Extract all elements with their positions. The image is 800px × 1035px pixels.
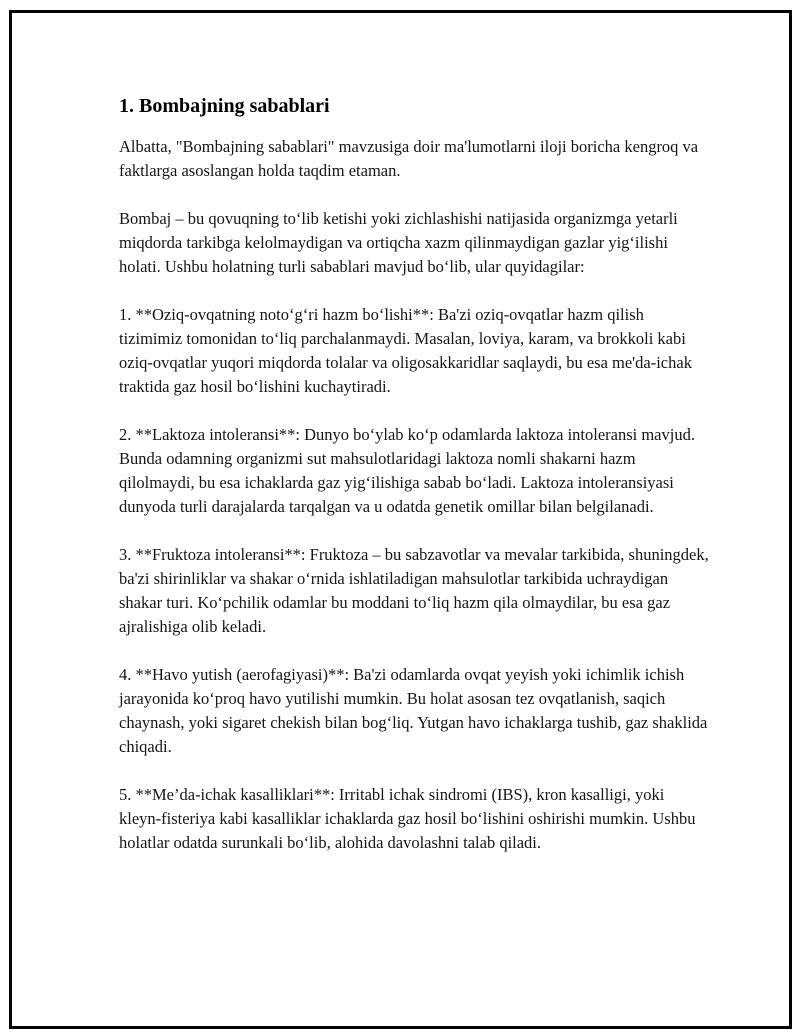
intro-paragraph: Albatta, "Bombajning sabablari" mavzusiga doir ma'lumotlarni iloji boricha kengroq va faktlarga asoslangan holda taqdim etaman. — [119, 137, 699, 180]
cause-item-4: 4. **Havo yutish (aerofagiyasi)**: Ba'zi odamlarda ovqat yeyish yoki ichimlik ichish jarayonida ko‘proq havo yutilishi mumkin. Bu holat asosan tez ovqatlanish, saqich chaynash, yoki sigaret chekish bilan bog‘liq. Yutgan havo ichaklarga tushib, gaz shaklida chiqadi. — [119, 665, 708, 756]
cause-item-2: 2. **Laktoza intoleransi**: Dunyo bo‘ylab ko‘p odamlarda laktoza intoleransi mavjud. Bunda odamning organizmi sut mahsulotlaridagi laktoza nomli shakarni hazm qilolmaydi, bu esa ichaklarda gaz yig‘ilishiga sabab bo‘ladi. Laktoza intoleransiyasi dunyoda turli darajalarda tarqalgan va u odatda genetik omillar bilan belgilanadi. — [119, 425, 695, 516]
document-page — [9, 10, 792, 1029]
page-title: 1. Bombajning sabablari — [119, 95, 330, 117]
cause-item-1: 1. **Oziq-ovqatning noto‘g‘ri hazm bo‘lishi**: Ba'zi oziq-ovqatlar hazm qilish tizimimiz tomonidan to‘liq parchalanmaydi. Masalan, loviya, karam, va brokkoli kabi oziq-ovqatlar yuqori miqdorda tolalar va oligosakkaridlar saqlaydi, bu esa me'da-ichak traktida gaz hosil bo‘lishini kuchaytiradi. — [119, 305, 692, 396]
cause-item-3: 3. **Fruktoza intoleransi**: Fruktoza – bu sabzavotlar va mevalar tarkibida, shuningdek, ba'zi shirinliklar va shakar o‘rnida ishlatiladigan mahsulotlar tarkibida uchraydigan shakar turi. Ko‘pchilik odamlar bu moddani to‘liq hazm qila olmaydilar, bu esa gaz ajralishiga olib keladi. — [119, 545, 709, 636]
definition-paragraph: Bombaj – bu qovuqning to‘lib ketishi yoki zichlashishi natijasida organizmga yetarli miqdorda tarkibga kelolmaydigan va ortiqcha xazm qilinmaydigan gazlar yig‘ilishi holati. Ushbu holatning turli sabablari mavjud bo‘lib, ular quyidagilar: — [119, 209, 678, 276]
document-body — [119, 93, 709, 879]
cause-item-5: 5. **Me’da-ichak kasalliklari**: Irritabl ichak sindromi (IBS), kron kasalligi, yoki kleyn-fisteriya kabi kasalliklar ichaklarda gaz hosil bo‘lishini oshirishi mumkin. Ushbu holatlar odatda surunkali bo‘lib, alohida davolashni talab qiladi. — [119, 785, 696, 852]
